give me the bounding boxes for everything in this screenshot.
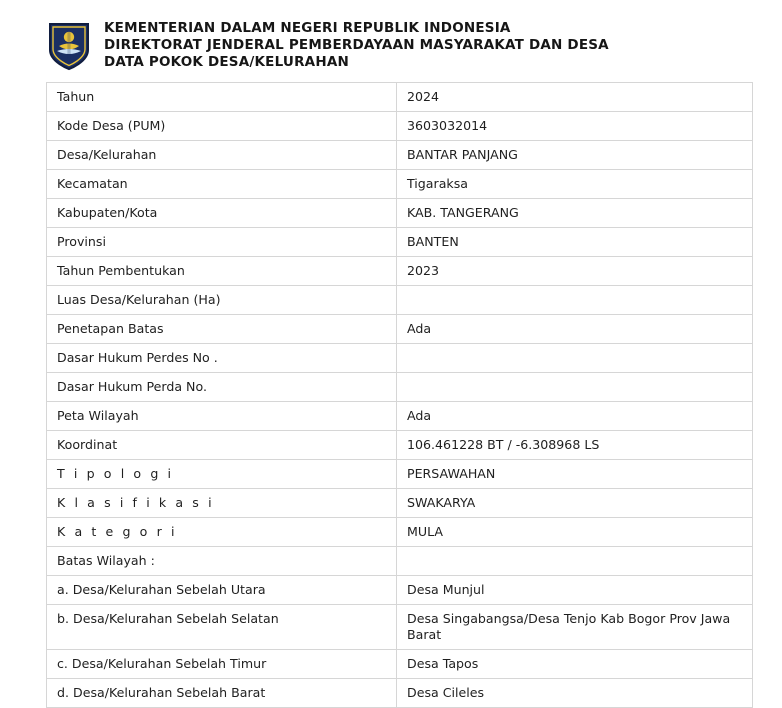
- row-label: c. Desa/Kelurahan Sebelah Timur: [47, 650, 397, 679]
- row-label: Provinsi: [47, 228, 397, 257]
- row-label: Desa/Kelurahan: [47, 141, 397, 170]
- row-label: Peta Wilayah: [47, 402, 397, 431]
- table-row: [47, 257, 753, 286]
- table-row: [47, 431, 753, 460]
- row-label: Batas Wilayah :: [47, 547, 397, 576]
- row-label: Tahun Pembentukan: [47, 257, 397, 286]
- row-value: 106.461228 BT / -6.308968 LS: [397, 431, 753, 460]
- row-label: b. Desa/Kelurahan Sebelah Selatan: [47, 605, 397, 650]
- row-value: Tigaraksa: [397, 170, 753, 199]
- table-row: [47, 344, 753, 373]
- table-row: [47, 460, 753, 489]
- table-row: [47, 112, 753, 141]
- table-row: [47, 170, 753, 199]
- row-value: Desa Munjul: [397, 576, 753, 605]
- row-label: Kabupaten/Kota: [47, 199, 397, 228]
- row-value: 3603032014: [397, 112, 753, 141]
- row-value: Ada: [397, 402, 753, 431]
- table-row: [47, 373, 753, 402]
- row-value: Desa Singabangsa/Desa Tenjo Kab Bogor Prov Jawa Barat: [397, 605, 753, 650]
- row-label: Luas Desa/Kelurahan (Ha): [47, 286, 397, 315]
- document-header: [0, 0, 782, 82]
- ministry-name: KEMENTERIAN DALAM NEGERI REPUBLIK INDONESIA: [104, 20, 511, 36]
- row-label: Kecamatan: [47, 170, 397, 199]
- row-label: d. Desa/Kelurahan Sebelah Barat: [47, 679, 397, 708]
- row-value: [397, 286, 753, 315]
- table-row: [47, 402, 753, 431]
- table-row: [47, 650, 753, 679]
- row-value: Ada: [397, 315, 753, 344]
- table-row: [47, 83, 753, 112]
- row-label: Dasar Hukum Perdes No .: [47, 344, 397, 373]
- row-value: KAB. TANGERANG: [397, 199, 753, 228]
- row-value: SWAKARYA: [397, 489, 753, 518]
- table-row: [47, 576, 753, 605]
- table-row: [47, 315, 753, 344]
- table-body: [47, 83, 753, 708]
- row-value: BANTAR PANJANG: [397, 141, 753, 170]
- row-value: [397, 373, 753, 402]
- row-value: PERSAWAHAN: [397, 460, 753, 489]
- row-label: T i p o l o g i: [47, 460, 397, 489]
- table-row: [47, 547, 753, 576]
- table-row: [47, 286, 753, 315]
- row-value: BANTEN: [397, 228, 753, 257]
- row-label: K l a s i f i k a s i: [47, 489, 397, 518]
- row-value: [397, 344, 753, 373]
- row-label: Dasar Hukum Perda No.: [47, 373, 397, 402]
- row-value: Desa Tapos: [397, 650, 753, 679]
- row-label: Tahun: [47, 83, 397, 112]
- row-label: K a t e g o r i: [47, 518, 397, 547]
- row-label: Penetapan Batas: [47, 315, 397, 344]
- row-value: 2023: [397, 257, 753, 286]
- row-value: 2024: [397, 83, 753, 112]
- header-text-block: [104, 18, 609, 71]
- table-row: [47, 228, 753, 257]
- table-row: [47, 199, 753, 228]
- document-title: DATA POKOK DESA/KELURAHAN: [104, 54, 349, 70]
- table-row: [47, 605, 753, 650]
- garuda-crest-icon: [46, 20, 92, 72]
- village-data-table: [46, 82, 753, 708]
- table-row: [47, 141, 753, 170]
- row-value: MULA: [397, 518, 753, 547]
- row-label: a. Desa/Kelurahan Sebelah Utara: [47, 576, 397, 605]
- directorate-name: DIREKTORAT JENDERAL PEMBERDAYAAN MASYARAKAT DAN DESA: [104, 37, 609, 53]
- table-row: [47, 489, 753, 518]
- row-label: Koordinat: [47, 431, 397, 460]
- row-label: Kode Desa (PUM): [47, 112, 397, 141]
- table-row: [47, 679, 753, 708]
- row-value: Desa Cileles: [397, 679, 753, 708]
- table-row: [47, 518, 753, 547]
- row-value: [397, 547, 753, 576]
